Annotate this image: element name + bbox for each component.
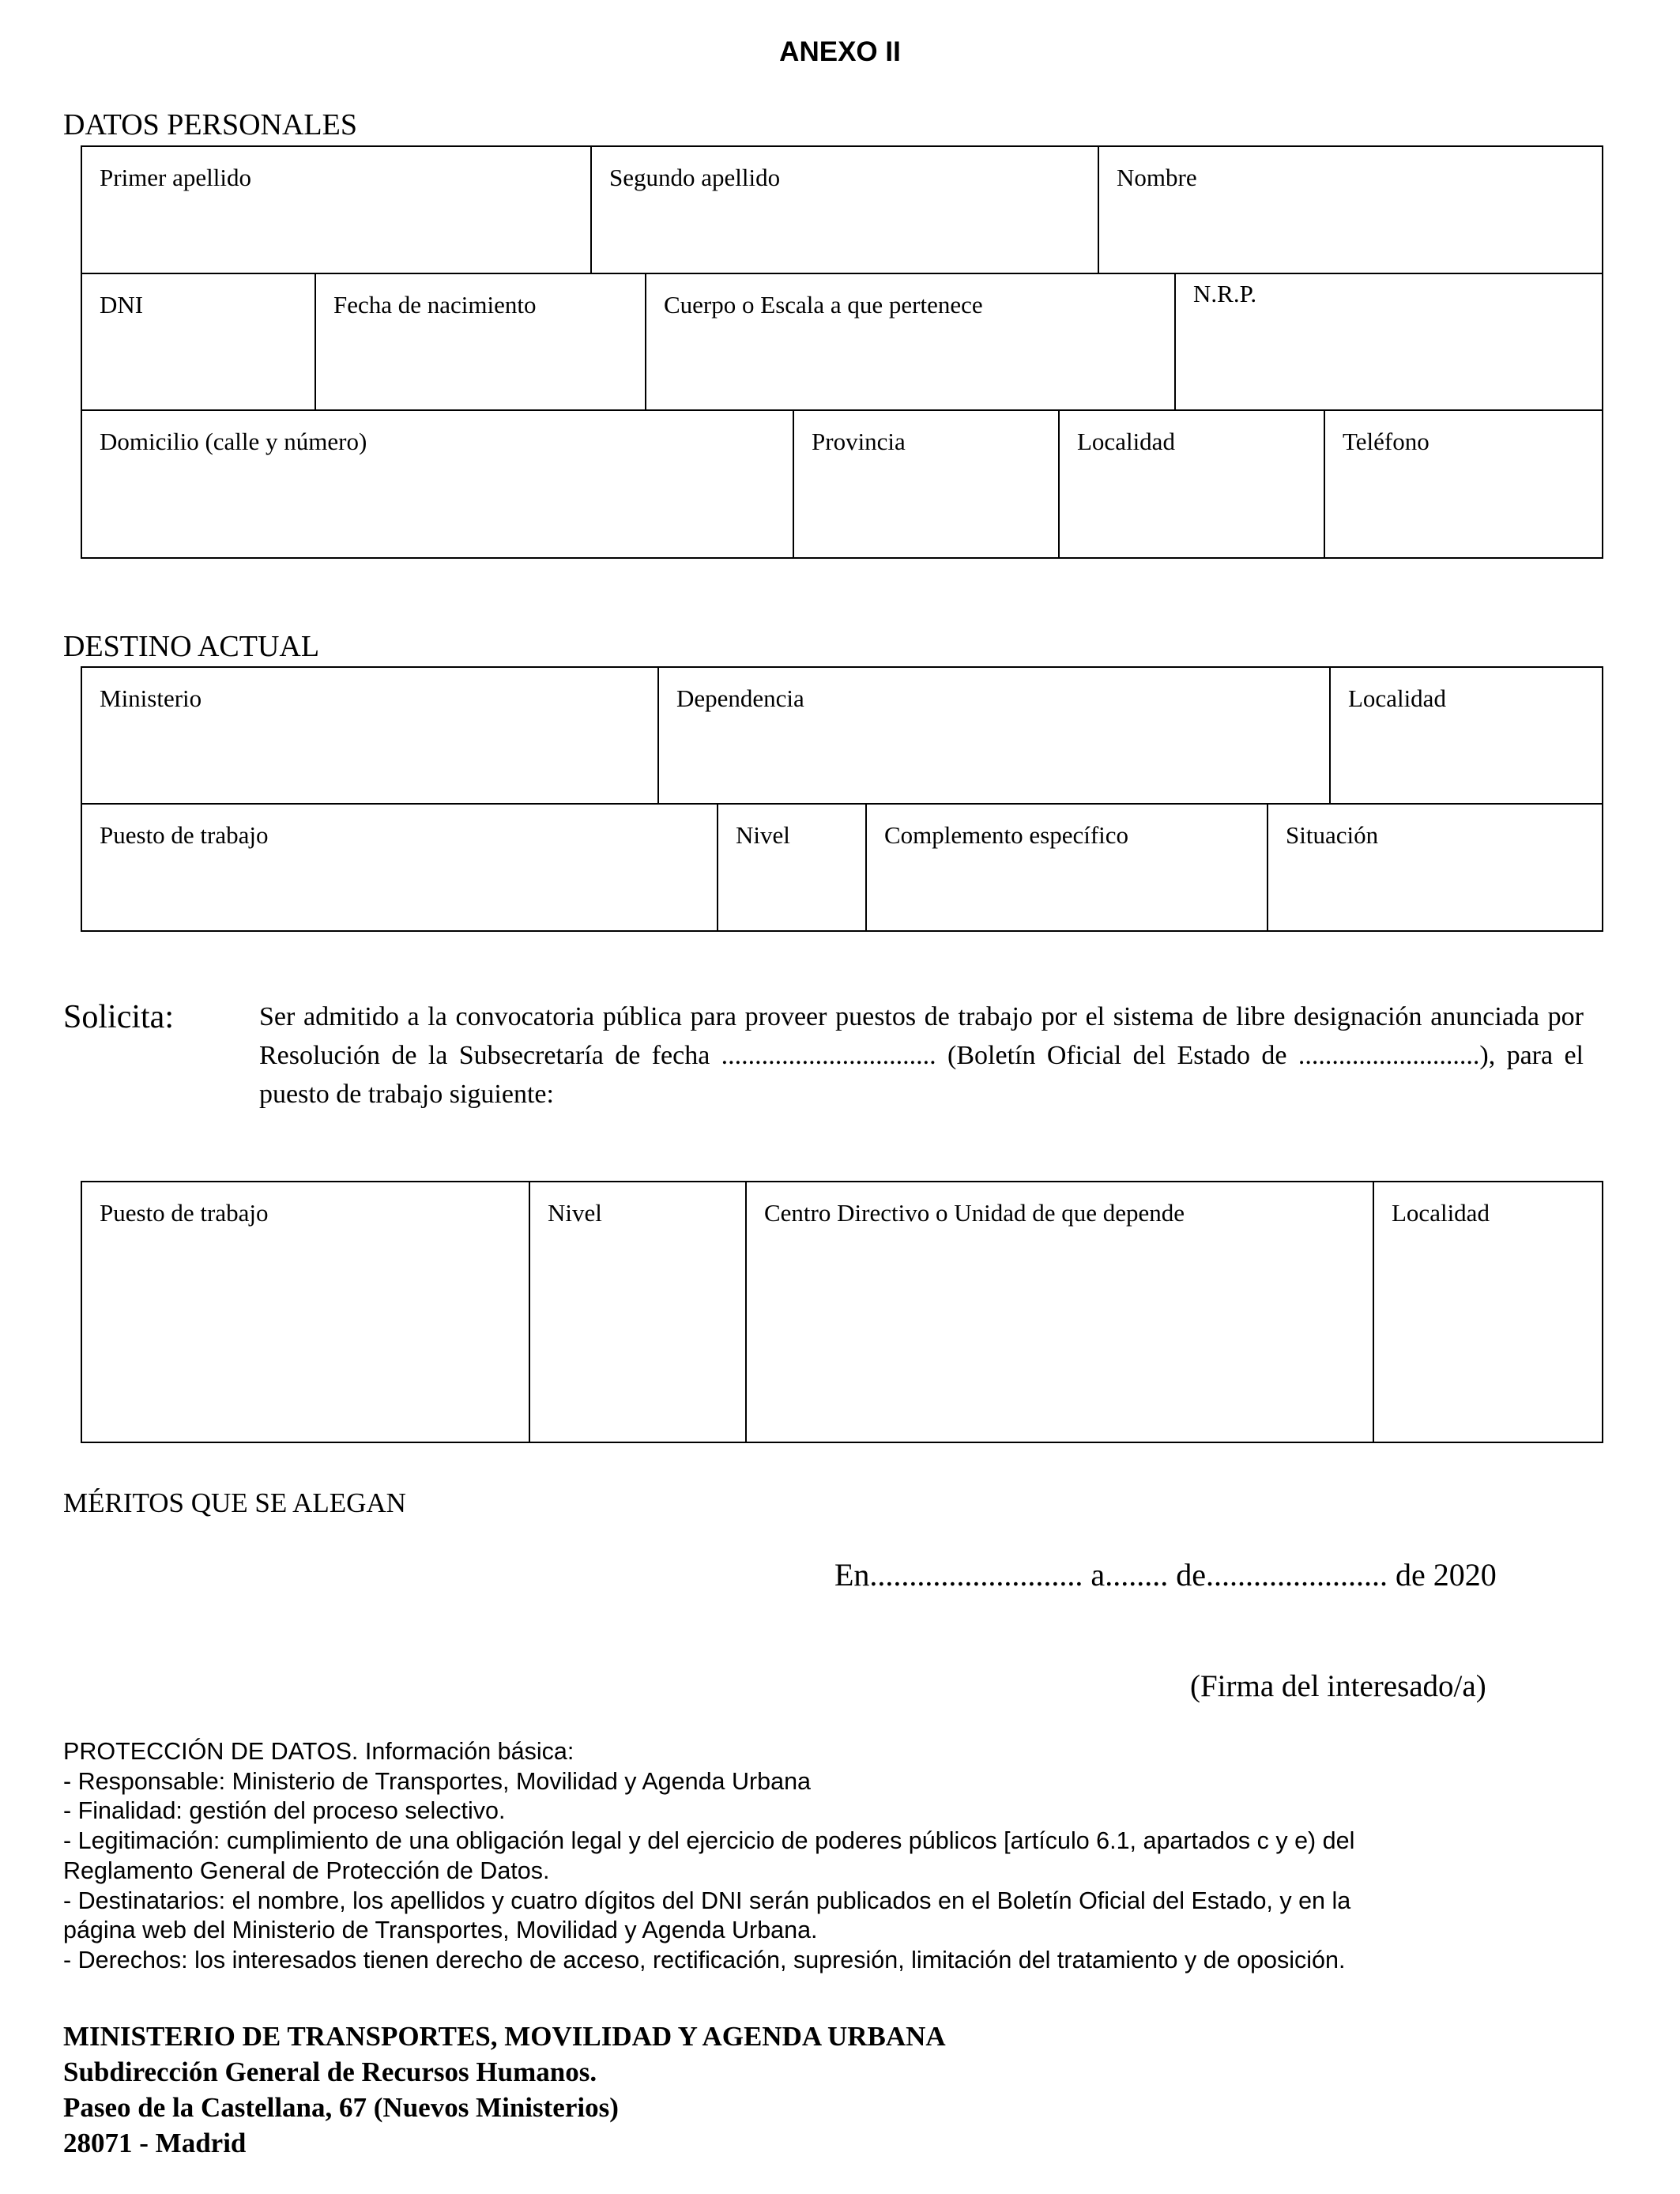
proteccion-line: PROTECCIÓN DE DATOS. Información básica:: [63, 1738, 574, 1765]
complemento-especifico-field[interactable]: [865, 805, 1267, 930]
nombre-field[interactable]: [1098, 147, 1602, 273]
destino-puesto-trabajo-field[interactable]: [82, 805, 717, 930]
dni-field[interactable]: [82, 274, 315, 409]
domicilio-field[interactable]: [82, 411, 793, 557]
telefono-field[interactable]: [1324, 411, 1602, 557]
solicita-label: Solicita:: [63, 999, 174, 1035]
cuerpo-escala-field[interactable]: [645, 274, 1174, 409]
ministerio-line: Paseo de la Castellana, 67 (Nuevos Ministerios): [63, 2092, 619, 2123]
segundo-apellido-label: Segundo apellido: [609, 164, 781, 191]
proteccion-line: - Responsable: Ministerio de Transportes, Movilidad y Agenda Urbana: [63, 1767, 812, 1795]
ministerio-address-block: [63, 2019, 946, 2161]
destino-actual-heading: DESTINO ACTUAL: [63, 630, 320, 663]
nrp-field[interactable]: [1174, 274, 1602, 409]
telefono-label: Teléfono: [1343, 428, 1430, 455]
datos-personales-heading: DATOS PERSONALES: [63, 108, 357, 141]
puesto-solicitado-table: [81, 1181, 1603, 1443]
segundo-apellido-field[interactable]: [590, 147, 1098, 273]
solicitado-puesto-trabajo-label: Puesto de trabajo: [100, 1199, 269, 1227]
ministerio-field[interactable]: [82, 668, 657, 803]
destino-actual-row-1: [82, 668, 1602, 803]
proteccion-line: - Finalidad: gestión del proceso selectivo.: [63, 1797, 506, 1825]
solicitado-nivel-field[interactable]: [529, 1182, 745, 1442]
solicitado-puesto-trabajo-field[interactable]: [82, 1182, 529, 1442]
dependencia-field[interactable]: [657, 668, 1329, 803]
fecha-nacimiento-field[interactable]: [315, 274, 645, 409]
situacion-field[interactable]: [1267, 805, 1602, 930]
fecha-lugar-line: En........................... a........ de....................... de 2020: [834, 1557, 1497, 1593]
cuerpo-escala-label: Cuerpo o Escala a que pertenece: [664, 291, 983, 319]
datos-personales-table: [81, 145, 1603, 559]
domicilio-label: Domicilio (calle y número): [100, 428, 367, 455]
localidad-label: Localidad: [1077, 428, 1175, 455]
solicita-text: Ser admitido a la convocatoria pública para proveer puestos de trabajo por el sistema de libre designación anunciada por Resolución de la Subsecretaría de fecha ................................ (Boletín Oficial del Estado de ...........................), para el puesto de trabajo siguiente:: [259, 1002, 1584, 1109]
destino-localidad-field[interactable]: [1329, 668, 1602, 803]
datos-personales-row-3: [82, 409, 1602, 557]
centro-directivo-label: Centro Directivo o Unidad de que depende: [764, 1199, 1185, 1227]
proteccion-datos-block: [63, 1737, 1612, 1976]
proteccion-line: página web del Ministerio de Transportes, Movilidad y Agenda Urbana.: [63, 1917, 818, 1944]
primer-apellido-field[interactable]: [82, 147, 590, 273]
destino-puesto-trabajo-label: Puesto de trabajo: [100, 821, 269, 849]
meritos-heading: MÉRITOS QUE SE ALEGAN: [63, 1487, 406, 1518]
complemento-especifico-label: Complemento específico: [884, 821, 1129, 849]
primer-apellido-label: Primer apellido: [100, 164, 251, 191]
solicitado-nivel-label: Nivel: [548, 1199, 602, 1227]
solicitado-localidad-field[interactable]: [1373, 1182, 1602, 1442]
solicitado-localidad-label: Localidad: [1392, 1199, 1490, 1227]
nrp-label: N.R.P.: [1193, 280, 1257, 307]
proteccion-line: - Destinatarios: el nombre, los apellidos y cuatro dígitos del DNI serán publicados en el Boletín Oficial del Estado, y en la: [63, 1887, 1351, 1914]
provincia-field[interactable]: [793, 411, 1058, 557]
dependencia-label: Dependencia: [676, 684, 804, 712]
datos-personales-row-1: [82, 147, 1602, 273]
proteccion-line: - Legitimación: cumplimiento de una obligación legal y del ejercicio de poderes públicos [artículo 6.1, apartados c y e) del: [63, 1827, 1355, 1855]
provincia-label: Provincia: [812, 428, 906, 455]
ministerio-line: MINISTERIO DE TRANSPORTES, MOVILIDAD Y AGENDA URBANA: [63, 2021, 946, 2052]
document-title: ANEXO II: [779, 36, 901, 67]
ministerio-line: 28071 - Madrid: [63, 2128, 247, 2158]
destino-localidad-label: Localidad: [1348, 684, 1446, 712]
proteccion-line: Reglamento General de Protección de Datos.: [63, 1857, 550, 1884]
situacion-label: Situación: [1286, 821, 1379, 849]
localidad-field[interactable]: [1058, 411, 1324, 557]
datos-personales-row-2: [82, 273, 1602, 409]
ministerio-line: Subdirección General de Recursos Humanos.: [63, 2056, 597, 2087]
proteccion-line: - Derechos: los interesados tienen derecho de acceso, rectificación, supresión, limitación del tratamiento y de oposición.: [63, 1946, 1346, 1973]
centro-directivo-field[interactable]: [745, 1182, 1373, 1442]
nombre-label: Nombre: [1117, 164, 1197, 191]
dni-label: DNI: [100, 291, 144, 319]
puesto-solicitado-row: [82, 1182, 1602, 1442]
firma-label: (Firma del interesado/a): [1190, 1669, 1486, 1703]
destino-nivel-label: Nivel: [736, 821, 790, 849]
destino-nivel-field[interactable]: [717, 805, 865, 930]
destino-actual-row-2: [82, 803, 1602, 930]
destino-actual-table: [81, 666, 1603, 932]
fecha-nacimiento-label: Fecha de nacimiento: [333, 291, 537, 319]
ministerio-label: Ministerio: [100, 684, 202, 712]
